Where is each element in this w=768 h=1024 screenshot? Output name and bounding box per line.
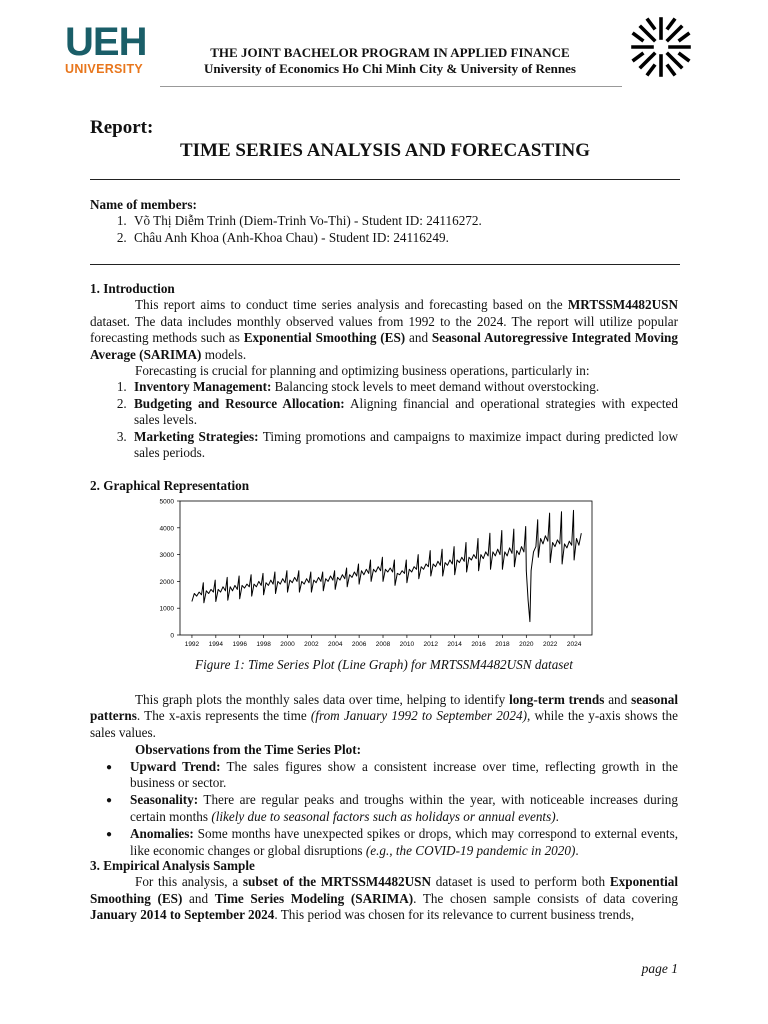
- use-item-text: Aligning financial and operational strategies with expected sales levels.: [134, 395, 678, 428]
- university-emblem-icon: [628, 14, 694, 80]
- forecasting-paragraph: Forecasting is crucial for planning and optimizing business operations, particularly in:: [135, 363, 590, 379]
- program-name: THE JOINT BACHELOR PROGRAM IN APPLIED FINANCE: [210, 45, 570, 60]
- observation-title: Seasonality:: [130, 792, 199, 808]
- universities-name: University of Economics Ho Chi Minh City & University of Rennes: [204, 61, 576, 76]
- text-run: and: [604, 692, 632, 707]
- text-run: , while the y-axis shows the sales values.: [90, 708, 678, 740]
- text-run-italic: (from January 1992 to September 2024): [310, 708, 527, 724]
- observation-tail: .: [575, 842, 579, 858]
- y-tick-label: 2000: [159, 578, 174, 586]
- introduction-heading: 1. Introduction: [90, 281, 175, 296]
- time-series-chart: [140, 493, 600, 653]
- x-tick-label: 2000: [280, 641, 295, 648]
- text-run: For this analysis, a: [135, 874, 243, 890]
- x-tick-label: 2024: [566, 641, 582, 648]
- empirical-heading: 3. Empirical Analysis Sample: [90, 858, 255, 873]
- observation-text: There are regular peaks and troughs within the year, with noticeable increases during certain months: [130, 792, 678, 824]
- text-run: . This period was chosen for its relevance to current business trends,: [274, 907, 635, 923]
- text-run-bold: long-term trends: [509, 692, 605, 707]
- text-run: This graph plots the monthly sales data over time, helping to identify: [135, 692, 510, 707]
- series-line: [192, 510, 581, 621]
- text-run: and: [405, 330, 432, 346]
- x-tick-label: 1998: [256, 641, 271, 648]
- members-divider: [90, 264, 680, 265]
- observation-title: Upward Trend:: [130, 758, 221, 774]
- x-tick-label: 2018: [495, 641, 510, 648]
- use-item-text: Timing promotions and campaigns to maximize impact during predicted low sales periods.: [134, 428, 678, 461]
- x-tick-label: 2012: [423, 641, 439, 648]
- graph-heading-block: [90, 478, 678, 494]
- observations-heading: Observations from the Time Series Plot:: [135, 742, 361, 758]
- members-section: [90, 197, 678, 246]
- observations-list: [90, 759, 678, 859]
- report-title: TIME SERIES ANALYSIS AND FORECASTING: [179, 140, 591, 161]
- header-divider: [160, 86, 622, 87]
- text-run: and: [182, 890, 215, 906]
- text-run-bold: Seasonal Autoregressive Integrated Moving Average (SARIMA): [90, 330, 678, 362]
- report-label: Report:: [90, 117, 154, 138]
- x-tick-label: 2022: [542, 641, 558, 648]
- title-divider: [90, 179, 680, 180]
- page-number: page 1: [641, 961, 678, 976]
- empirical-paragraph: [90, 874, 678, 923]
- text-run-bold: seasonal patterns: [90, 692, 678, 724]
- x-tick-label: 2016: [471, 641, 486, 648]
- use-item: [130, 396, 678, 429]
- x-tick-label: 2008: [375, 641, 391, 648]
- y-tick-label: 4000: [159, 525, 174, 533]
- figure-caption: Figure 1: Time Series Plot (Line Graph) for MRTSSM4482USN dataset: [195, 657, 573, 672]
- text-run-bold: MRTSSM4482USN: [567, 297, 678, 313]
- introduction-paragraph: [90, 297, 678, 363]
- text-run: dataset. The data includes monthly observed values from 1992 to the 2024. The report will utilize popular forecasting methods such as: [90, 313, 678, 346]
- text-run-bold: Exponential Smoothing (ES): [90, 874, 679, 906]
- members-list: [90, 213, 678, 246]
- use-item: [130, 429, 678, 462]
- logo-main-text: UEH: [65, 20, 147, 64]
- graph-description-section: [90, 692, 678, 860]
- y-tick-label: 1000: [159, 605, 174, 613]
- observation-italic: (likely due to seasonal factors such as holidays or annual events): [211, 808, 556, 824]
- observation-title: Anomalies:: [130, 826, 194, 842]
- x-tick-label: 2006: [351, 641, 367, 648]
- x-tick-label: 1994: [208, 641, 224, 648]
- x-tick-label: 2004: [328, 641, 343, 648]
- y-tick-label: 5000: [159, 498, 174, 506]
- y-tick-label: 3000: [159, 552, 174, 560]
- observation-item: [130, 826, 678, 859]
- use-item-title: Marketing Strategies:: [134, 428, 259, 444]
- text-run: models.: [201, 346, 247, 362]
- text-run: . The x-axis represents the time: [136, 708, 311, 724]
- x-tick-label: 2014: [447, 641, 462, 648]
- text-run-bold: January 2014 to September 2024: [90, 907, 275, 923]
- x-tick-label: 1996: [232, 641, 247, 648]
- introduction-section: [90, 281, 678, 461]
- header-text: [160, 45, 620, 77]
- member-item: 2. Châu Anh Khoa (Anh-Khoa Chau) - Student ID: 24116249.: [130, 230, 678, 246]
- use-item-title: Budgeting and Resource Allocation:: [134, 395, 345, 411]
- x-tick-label: 1992: [184, 641, 200, 648]
- text-run: This report aims to conduct time series analysis and forecasting based on the: [135, 297, 568, 313]
- x-tick-label: 2020: [519, 641, 534, 648]
- observation-item: [130, 792, 678, 825]
- graph-heading: 2. Graphical Representation: [90, 478, 250, 493]
- member-item: 1. Võ Thị Diễm Trinh (Diem-Trinh Vo-Thi) - Student ID: 24116272.: [130, 213, 678, 229]
- use-item-text: Balancing stock levels to meet demand without overstocking.: [271, 379, 600, 395]
- ueh-logo: [65, 22, 155, 76]
- x-tick-label: 2010: [399, 641, 415, 648]
- x-tick-label: 2002: [304, 641, 319, 648]
- observation-italic: (e.g., the COVID-19 pandemic in 2020): [365, 842, 576, 858]
- forecasting-uses-list: [90, 379, 678, 461]
- text-run-bold: Time Series Modeling (SARIMA): [214, 890, 414, 906]
- use-item-title: Inventory Management:: [134, 379, 272, 395]
- text-run: dataset is used to perform both: [431, 874, 610, 890]
- graph-paragraph: [90, 692, 678, 741]
- text-run-bold: subset of the MRTSSM4482USN: [242, 874, 432, 890]
- text-run-bold: Exponential Smoothing (ES): [243, 330, 406, 346]
- y-tick-label: 0: [170, 632, 174, 640]
- observation-text: Some months have unexpected spikes or drops, which may correspond to external events, like economic changes or global disruptions: [130, 826, 678, 858]
- observation-text: The sales figures show a consistent increase over time, reflecting growth in the business or sector.: [130, 758, 678, 791]
- observation-item: [130, 759, 678, 792]
- use-item: [130, 379, 678, 395]
- observation-tail: .: [555, 808, 559, 824]
- members-heading: Name of members:: [90, 197, 197, 212]
- empirical-section: [90, 858, 678, 924]
- text-run: . The chosen sample consists of data covering: [413, 890, 678, 906]
- logo-sub-text: UNIVERSITY: [65, 62, 144, 76]
